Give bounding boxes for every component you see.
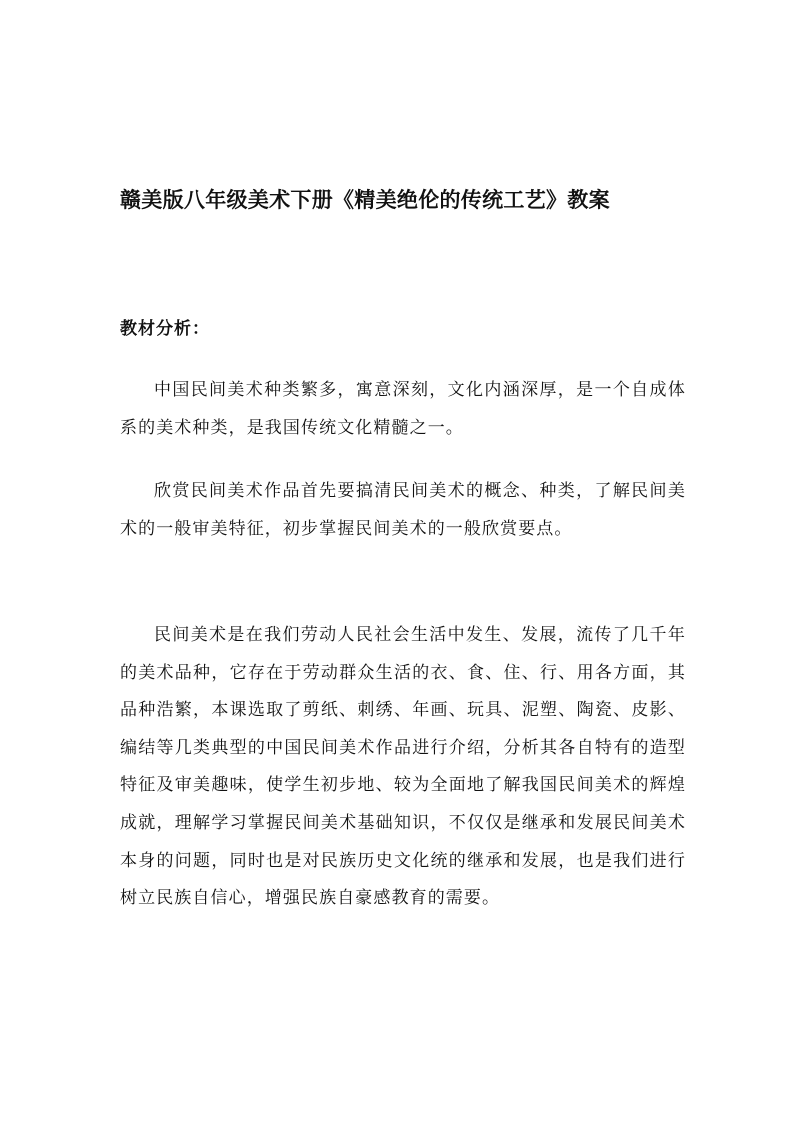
section-heading-material-analysis: 教材分析： [120,319,210,339]
paragraph-3: 民间美术是在我们劳动人民社会生活中发生、发展，流传了几千年的美术品种，它存在于劳动群众生活的衣、食、住、行、用各方面，其品种浩繁，本课选取了剪纸、刺绣、年画、玩具、泥塑、陶瓷、皮影、编结等几类典型的中国民间美术作品进行介绍，分析其各自特有的造型特征及审美趣味，使学生初步地、较为全面地了解我国民间美术的辉煌成就，理解学习掌握民间美术基础知识，不仅仅是继承和发展民间美术本身的问题，同时也是对民族历史文化统的继承和发展，也是我们进行树立民族自信心，增强民族自豪感教育的需要。 [120,625,686,909]
paragraph-1: 中国民间美术种类繁多，寓意深刻，文化内涵深厚，是一个自成体系的美术种类，是我国传统文化精髓之一。 [120,380,686,438]
document-title: 赣美版八年级美术下册《精美绝伦的传统工艺》教案 [120,187,610,212]
paragraph-2: 欣赏民间美术作品首先要搞清民间美术的概念、种类，了解民间美术的一般审美特征，初步掌握民间美术的一般欣赏要点。 [120,481,686,539]
